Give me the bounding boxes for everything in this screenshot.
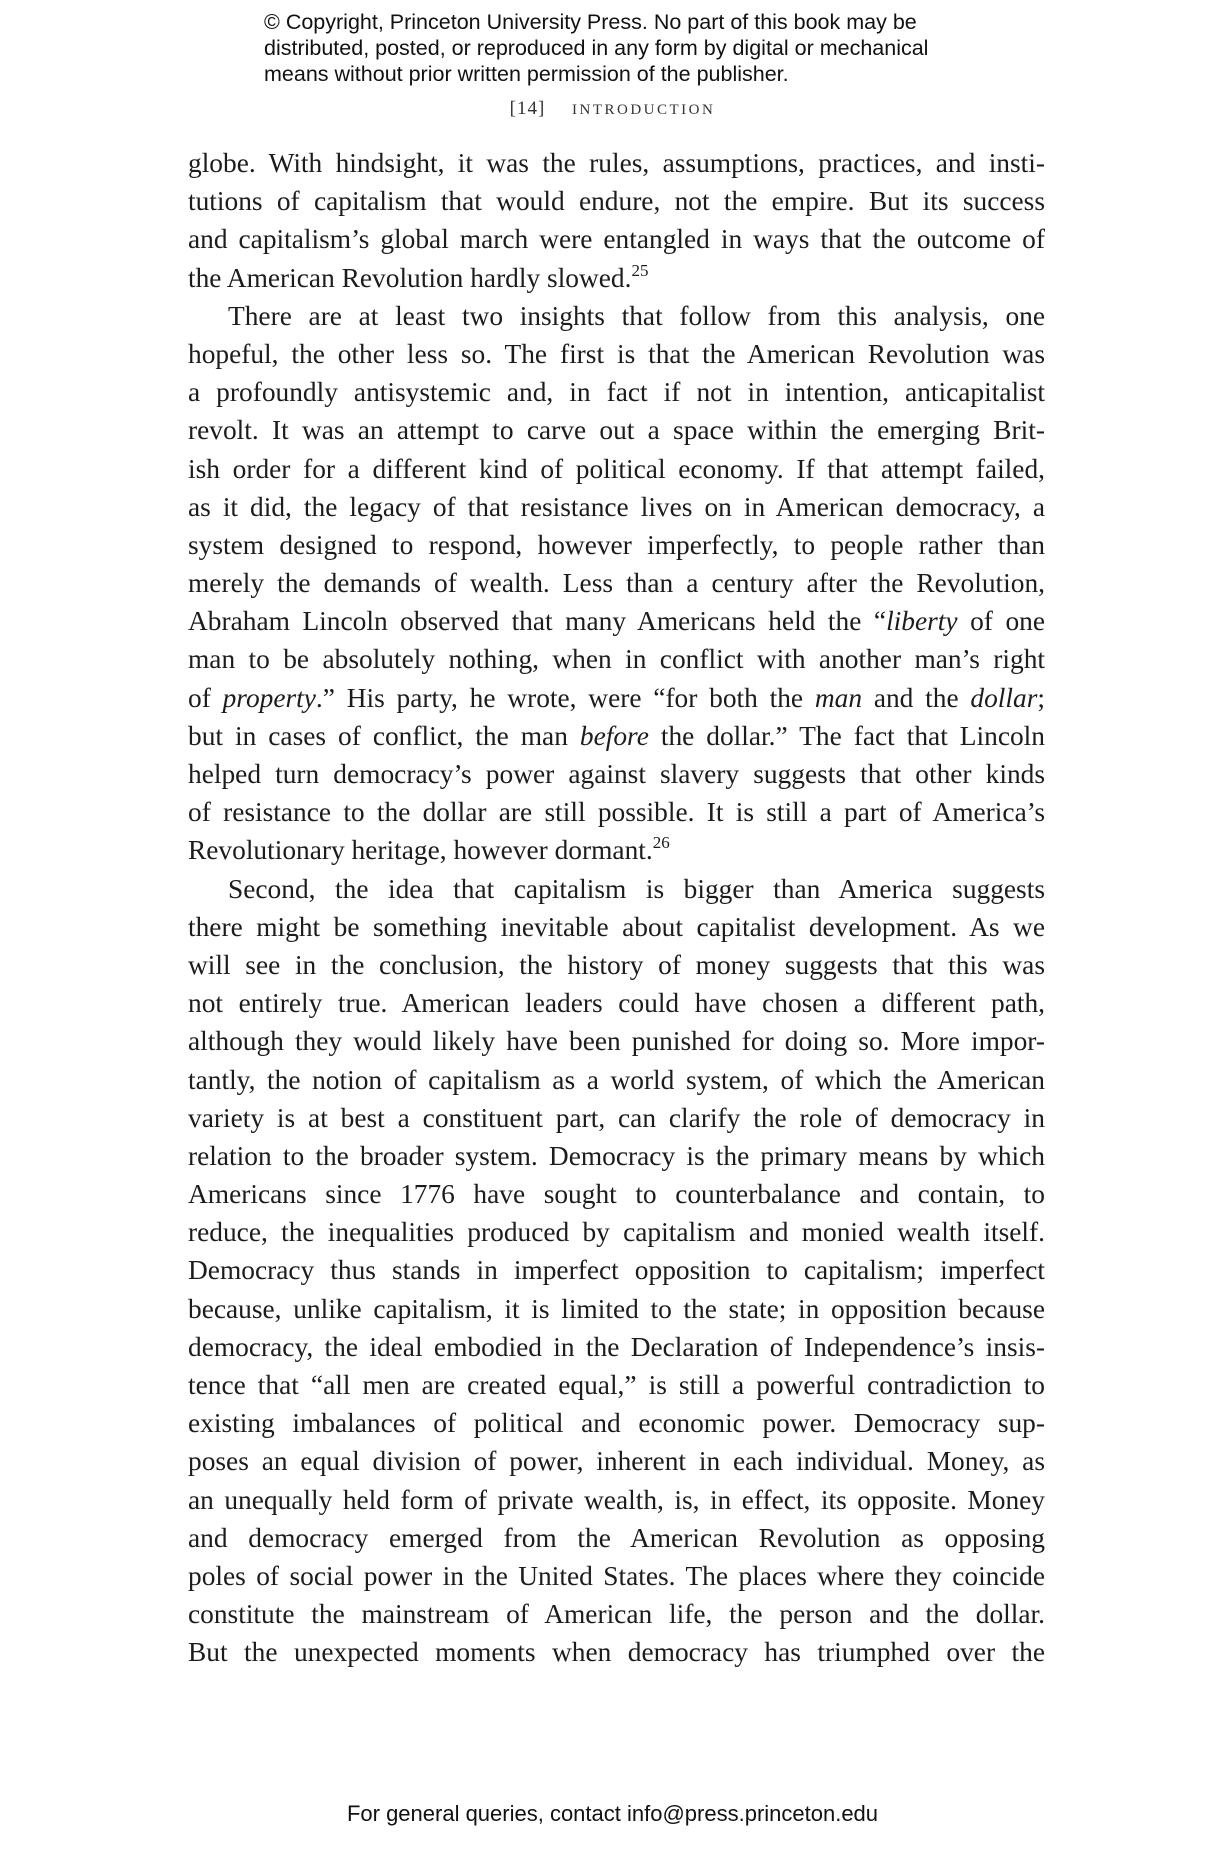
italic-text: property: [222, 682, 316, 713]
footnote-marker[interactable]: 25: [631, 260, 649, 280]
text-line: [188, 488, 1045, 526]
text-line: [188, 946, 1045, 984]
page-number: [14]: [509, 98, 546, 119]
text-run: system designed to respond, however imperfectly, to people rather than: [188, 529, 1045, 560]
text-line: [188, 259, 1045, 297]
text-run: not entirely true. American leaders could have chosen a different path,: [188, 988, 1045, 1019]
text-line: [188, 1633, 1045, 1671]
italic-text: dollar: [970, 682, 1038, 713]
text-line: [188, 1099, 1045, 1137]
copyright-line: distributed, posted, or reproduced in any form by digital or mechanical: [264, 36, 929, 60]
text-run: Abraham Lincoln observed that many Americans held the “: [188, 606, 887, 637]
text-run: There are at least two insights that follow from this analysis, one: [228, 300, 1045, 331]
text-run: Americans since 1776 have sought to counterbalance and contain, to: [188, 1179, 1045, 1210]
text-line: [188, 450, 1045, 488]
text-line: [188, 602, 1045, 640]
text-line: [188, 335, 1045, 373]
text-run: a profoundly antisystemic and, in fact if not in intention, anticapitalist: [188, 377, 1045, 408]
text-run: reduce, the inequalities produced by capitalism and monied wealth itself.: [188, 1217, 1045, 1248]
text-line: [188, 1328, 1045, 1366]
italic-text: before: [579, 720, 649, 751]
text-line: [188, 411, 1045, 449]
text-run: an unequally held form of private wealth, is, in effect, its opposite. Money: [188, 1484, 1045, 1515]
body-text: [188, 144, 1045, 1672]
text-line: [188, 1061, 1045, 1099]
text-line: [188, 1557, 1045, 1595]
text-run: of one: [957, 606, 1045, 637]
text-line: [188, 755, 1045, 793]
text-run: and the: [862, 682, 971, 713]
running-head: [0, 94, 1225, 120]
text-line: [188, 182, 1045, 220]
text-line: [188, 984, 1045, 1022]
italic-text: liberty: [886, 606, 958, 637]
text-line: [188, 1481, 1045, 1519]
text-line: [188, 220, 1045, 258]
text-line: [188, 1213, 1045, 1251]
text-run: poles of social power in the United States. The places where they coincide: [188, 1560, 1045, 1591]
text-run: the American Revolution hardly slowed.: [188, 262, 632, 293]
text-run: Second, the idea that capitalism is bigger than America suggests: [228, 873, 1045, 904]
text-run: revolt. It was an attempt to carve out a space within the emerging Brit-: [188, 415, 1045, 446]
text-run: democracy, the ideal embodied in the Declaration of Independence’s insis-: [188, 1331, 1045, 1362]
text-line: [188, 1595, 1045, 1633]
text-line: [188, 679, 1045, 717]
text-run: constitute the mainstream of American life, the person and the dollar.: [188, 1599, 1045, 1630]
text-line: [188, 1175, 1045, 1213]
text-run: helped turn democracy’s power against slavery suggests that other kinds: [188, 759, 1045, 789]
text-line: [188, 1519, 1045, 1557]
text-run: and capitalism’s global march were entangled in ways that the outcome of: [188, 224, 1045, 255]
text-run: there might be something inevitable about capitalist development. As we: [188, 911, 1045, 942]
text-line: [188, 1442, 1045, 1480]
text-line: [188, 870, 1045, 908]
text-line: [188, 1404, 1045, 1442]
text-line: [188, 144, 1045, 182]
text-line: [188, 373, 1045, 411]
text-run: ish order for a different kind of political economy. If that attempt failed,: [188, 453, 1045, 484]
text-run: ;: [1037, 682, 1045, 713]
section-title: introduction: [572, 94, 716, 119]
text-run: the dollar.” The fact that Lincoln: [648, 720, 1045, 751]
text-run: .” His party, he wrote, were “for both the: [315, 682, 815, 713]
text-run: existing imbalances of political and economic power. Democracy sup-: [188, 1408, 1045, 1439]
text-line: [188, 717, 1045, 755]
text-run: relation to the broader system. Democracy is the primary means by which: [188, 1140, 1045, 1171]
text-line: [188, 1251, 1045, 1289]
text-line: [188, 1137, 1045, 1175]
text-line: [188, 908, 1045, 946]
text-run: variety is at best a constituent part, can clarify the role of democracy in: [188, 1102, 1045, 1133]
italic-text: man: [814, 682, 863, 713]
text-run: tantly, the notion of capitalism as a world system, of which the American: [188, 1064, 1045, 1095]
text-run: and democracy emerged from the American Revolution as opposing: [188, 1522, 1045, 1553]
text-line: [188, 564, 1045, 602]
text-run: tutions of capitalism that would endure, not the empire. But its success: [188, 186, 1045, 217]
text-run: because, unlike capitalism, it is limited to the state; in opposition because: [188, 1293, 1045, 1324]
text-line: [188, 297, 1045, 335]
text-run: of resistance to the dollar are still possible. It is still a part of America’s: [188, 797, 1045, 828]
footer-contact: For general queries, contact info@press.princeton.edu: [346, 1801, 879, 1826]
text-run: hopeful, the other less so. The first is that the American Revolution was: [188, 338, 1045, 369]
text-run: Democracy thus stands in imperfect opposition to capitalism; imperfect: [188, 1255, 1045, 1286]
text-line: [188, 1022, 1045, 1060]
text-line: [188, 640, 1045, 678]
text-run: of: [188, 682, 223, 713]
text-run: merely the demands of wealth. Less than a century after the Revolution,: [188, 568, 1045, 599]
text-run: as it did, the legacy of that resistance lives on in American democracy, a: [188, 491, 1045, 522]
text-run: globe. With hindsight, it was the rules, assumptions, practices, and insti-: [188, 148, 1045, 178]
footnote-marker[interactable]: 26: [652, 833, 670, 853]
text-run: poses an equal division of power, inherent in each individual. Money, as: [188, 1446, 1045, 1477]
text-line: [188, 1366, 1045, 1404]
text-run: although they would likely have been punished for doing so. More impor-: [188, 1026, 1045, 1057]
text-run: will see in the conclusion, the history of money suggests that this was: [188, 949, 1045, 980]
text-line: [188, 831, 1045, 869]
text-run: But the unexpected moments when democracy has triumphed over the: [188, 1637, 1045, 1668]
text-run: man to be absolutely nothing, when in conflict with another man’s right: [188, 644, 1045, 675]
text-run: Revolutionary heritage, however dormant.: [188, 835, 653, 866]
text-run: tence that “all men are created equal,” is still a powerful contradiction to: [188, 1370, 1045, 1400]
text-run: but in cases of conflict, the man: [188, 720, 580, 751]
copyright-line: means without prior written permission of the publisher.: [264, 62, 789, 86]
text-line: [188, 1290, 1045, 1328]
copyright-line: © Copyright, Princeton University Press. No part of this book may be: [264, 10, 917, 34]
text-line: [188, 526, 1045, 564]
text-line: [188, 793, 1045, 831]
copyright-notice: [264, 9, 984, 87]
